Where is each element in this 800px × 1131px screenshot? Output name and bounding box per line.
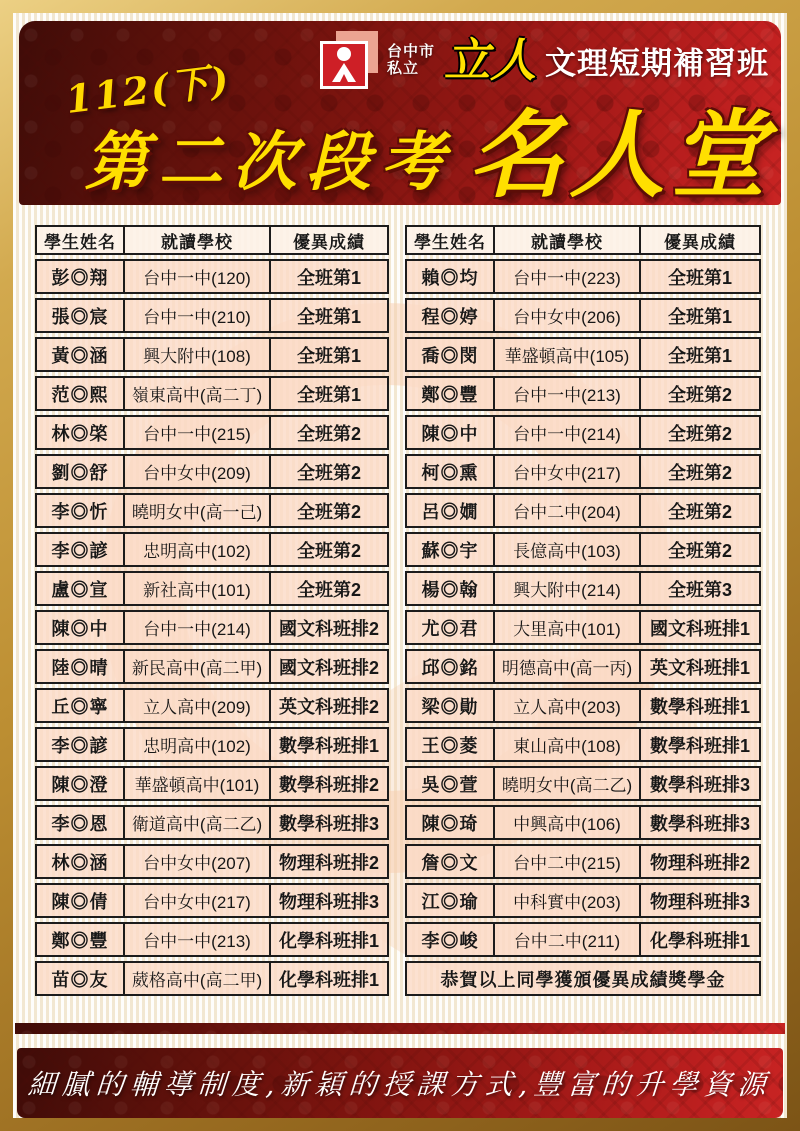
school-cell: 台中一中(210) — [125, 300, 271, 331]
result-cell: 英文科班排2 — [278, 696, 379, 717]
student-name-cell: 賴◎均 — [407, 261, 495, 292]
student-name-cell: 林◎涵 — [37, 846, 125, 877]
school-cell: 中興高中(106) — [495, 807, 641, 838]
result-cell: 數學科班排3 — [649, 774, 750, 795]
school-cell: 台中女中(217) — [125, 885, 271, 916]
result-cell: 數學科班排1 — [649, 735, 750, 756]
table-row — [405, 766, 761, 801]
school-cell: 華盛頓高中(105) — [495, 339, 641, 370]
student-name-cell: 陳◎中 — [37, 612, 125, 643]
column-header: 學生姓名 — [37, 227, 125, 253]
table-row — [405, 805, 761, 840]
header-band — [19, 21, 781, 211]
student-name-cell: 鄭◎豐 — [407, 378, 495, 409]
result-cell: 物理科班排2 — [278, 852, 379, 873]
result-cell: 國文科班排1 — [649, 618, 750, 639]
school-cell: 衛道高中(高二乙) — [125, 807, 271, 838]
result-cell: 全班第1 — [667, 345, 732, 366]
table-row — [405, 454, 761, 489]
result-cell: 全班第2 — [667, 423, 732, 444]
student-name-cell: 江◎瑜 — [407, 885, 495, 916]
student-name-cell: 吳◎萱 — [407, 768, 495, 799]
title-exam: 第二次段考 — [84, 125, 455, 200]
table-row — [35, 493, 389, 528]
school-cell: 明德高中(高一丙) — [495, 651, 641, 682]
school-cell: 曉明女中(高一己) — [125, 495, 271, 526]
result-cell: 國文科班排2 — [278, 657, 379, 678]
footer-band — [17, 1048, 783, 1118]
table-row — [405, 883, 761, 918]
table-row — [35, 649, 389, 684]
student-name-cell: 蘇◎宇 — [407, 534, 495, 565]
student-name-cell: 林◎棨 — [37, 417, 125, 448]
student-name-cell: 鄭◎豐 — [37, 924, 125, 955]
table-row — [405, 922, 761, 957]
result-cell: 全班第2 — [296, 579, 361, 600]
school-cell: 興大附中(214) — [495, 573, 641, 604]
result-cell: 數學科班排3 — [649, 813, 750, 834]
student-name-cell: 陳◎澄 — [37, 768, 125, 799]
student-name-cell: 張◎宸 — [37, 300, 125, 331]
student-name-cell: 李◎忻 — [37, 495, 125, 526]
result-cell: 全班第2 — [296, 462, 361, 483]
table-row — [35, 688, 389, 723]
school-cell: 曉明女中(高二乙) — [495, 768, 641, 799]
school-cell: 台中一中(214) — [495, 417, 641, 448]
table-row — [35, 298, 389, 333]
table-header-row — [405, 225, 761, 255]
student-name-cell: 劉◎舒 — [37, 456, 125, 487]
result-cell: 全班第2 — [667, 540, 732, 561]
table-row — [405, 259, 761, 294]
tables-area — [35, 225, 761, 996]
table-row — [35, 961, 389, 996]
result-cell: 化學科班排1 — [278, 930, 379, 951]
result-cell: 全班第3 — [667, 579, 732, 600]
result-cell: 全班第1 — [296, 345, 361, 366]
brand-city-line2: 私立 — [386, 60, 419, 77]
table-row — [35, 883, 389, 918]
school-cell: 忠明高中(102) — [125, 729, 271, 760]
term-label: 112(下) — [63, 57, 233, 122]
school-cell: 立人高中(209) — [125, 690, 271, 721]
school-cell: 大里高中(101) — [495, 612, 641, 643]
result-cell: 英文科班排1 — [649, 657, 750, 678]
result-cell: 化學科班排1 — [649, 930, 750, 951]
school-cell: 台中一中(214) — [125, 612, 271, 643]
brand — [320, 31, 769, 89]
student-name-cell: 陸◎晴 — [37, 651, 125, 682]
result-cell: 全班第2 — [667, 501, 732, 522]
table-row — [405, 376, 761, 411]
column-header: 就讀學校 — [125, 227, 271, 253]
table-row — [35, 415, 389, 450]
right-table — [405, 225, 761, 996]
table-row — [35, 259, 389, 294]
result-cell: 數學科班排2 — [278, 774, 379, 795]
table-row — [35, 571, 389, 606]
result-cell: 化學科班排1 — [278, 969, 379, 990]
school-cell: 東山高中(108) — [495, 729, 641, 760]
school-cell: 忠明高中(102) — [125, 534, 271, 565]
school-cell: 台中一中(215) — [125, 417, 271, 448]
student-name-cell: 梁◎勛 — [407, 690, 495, 721]
column-header: 優異成績 — [293, 232, 365, 252]
result-cell: 全班第2 — [667, 384, 732, 405]
school-cell: 立人高中(203) — [495, 690, 641, 721]
table-row — [405, 298, 761, 333]
school-cell: 華盛頓高中(101) — [125, 768, 271, 799]
table-row — [35, 610, 389, 645]
result-cell: 全班第1 — [296, 306, 361, 327]
school-cell: 台中女中(206) — [495, 300, 641, 331]
student-name-cell: 邱◎銘 — [407, 651, 495, 682]
student-name-cell: 李◎峻 — [407, 924, 495, 955]
student-name-cell: 程◎婷 — [407, 300, 495, 331]
school-cell: 台中女中(217) — [495, 456, 641, 487]
result-cell: 全班第1 — [667, 306, 732, 327]
brand-name: 立人 — [444, 33, 536, 87]
column-header: 學生姓名 — [407, 227, 495, 253]
table-row — [405, 571, 761, 606]
result-cell: 全班第1 — [296, 384, 361, 405]
congrats-row — [405, 961, 761, 996]
result-cell: 全班第1 — [667, 267, 732, 288]
school-cell: 台中二中(204) — [495, 495, 641, 526]
student-name-cell: 陳◎中 — [407, 417, 495, 448]
school-cell: 興大附中(108) — [125, 339, 271, 370]
main-title — [84, 100, 772, 211]
left-table — [35, 225, 389, 996]
table-row — [405, 493, 761, 528]
table-row — [35, 922, 389, 957]
student-name-cell: 呂◎嫺 — [407, 495, 495, 526]
school-cell: 新社高中(101) — [125, 573, 271, 604]
school-cell: 新民高中(高二甲) — [125, 651, 271, 682]
table-row — [35, 337, 389, 372]
brand-suffix: 文理短期補習班 — [545, 45, 769, 81]
student-name-cell: 喬◎閔 — [407, 339, 495, 370]
school-cell: 台中一中(120) — [125, 261, 271, 292]
table-row — [35, 805, 389, 840]
school-cell: 台中二中(215) — [495, 846, 641, 877]
school-logo — [320, 31, 378, 89]
result-cell: 物理科班排3 — [649, 891, 750, 912]
result-cell: 全班第2 — [667, 462, 732, 483]
student-name-cell: 苗◎友 — [37, 963, 125, 994]
result-cell: 數學科班排1 — [649, 696, 750, 717]
table-row — [405, 532, 761, 567]
school-cell: 葳格高中(高二甲) — [125, 963, 271, 994]
student-name-cell: 陳◎倩 — [37, 885, 125, 916]
table-row — [405, 649, 761, 684]
school-cell: 台中女中(209) — [125, 456, 271, 487]
result-cell: 全班第2 — [296, 501, 361, 522]
school-cell: 嶺東高中(高二丁) — [125, 378, 271, 409]
table-header-row — [35, 225, 389, 255]
table-row — [405, 610, 761, 645]
divider-band — [15, 1023, 785, 1034]
student-name-cell: 楊◎翰 — [407, 573, 495, 604]
logo-red-square-icon — [320, 41, 368, 89]
student-name-cell: 尤◎君 — [407, 612, 495, 643]
poster-inner — [13, 13, 787, 1118]
student-name-cell: 李◎諺 — [37, 729, 125, 760]
student-name-cell: 丘◎寧 — [37, 690, 125, 721]
table-row — [35, 766, 389, 801]
column-header: 就讀學校 — [495, 227, 641, 253]
table-row — [405, 415, 761, 450]
table-row — [35, 532, 389, 567]
student-name-cell: 詹◎文 — [407, 846, 495, 877]
table-row — [405, 727, 761, 762]
school-cell: 台中女中(207) — [125, 846, 271, 877]
title-hall: 名人堂 — [468, 100, 772, 211]
school-cell: 台中一中(223) — [495, 261, 641, 292]
student-name-cell: 陳◎琦 — [407, 807, 495, 838]
table-row — [405, 844, 761, 879]
column-header: 優異成績 — [664, 232, 736, 252]
result-cell: 全班第2 — [296, 540, 361, 561]
student-name-cell: 彭◎翔 — [37, 261, 125, 292]
student-name-cell: 王◎菱 — [407, 729, 495, 760]
result-cell: 國文科班排2 — [278, 618, 379, 639]
table-row — [35, 844, 389, 879]
student-name-cell: 范◎熙 — [37, 378, 125, 409]
student-name-cell: 李◎諺 — [37, 534, 125, 565]
school-cell: 長億高中(103) — [495, 534, 641, 565]
school-cell: 台中二中(211) — [495, 924, 641, 955]
result-cell: 數學科班排3 — [278, 813, 379, 834]
student-name-cell: 柯◎熏 — [407, 456, 495, 487]
result-cell: 全班第1 — [296, 267, 361, 288]
school-cell: 台中一中(213) — [495, 378, 641, 409]
tagline: 細膩的輔導制度,新穎的授課方式,豐富的升學資源 — [26, 1068, 773, 1101]
table-row — [35, 376, 389, 411]
result-cell: 數學科班排1 — [278, 735, 379, 756]
table-row — [35, 727, 389, 762]
student-name-cell: 李◎恩 — [37, 807, 125, 838]
table-row — [35, 454, 389, 489]
result-cell: 物理科班排2 — [649, 852, 750, 873]
brand-city — [387, 43, 435, 78]
school-cell: 台中一中(213) — [125, 924, 271, 955]
result-cell: 物理科班排3 — [278, 891, 379, 912]
result-cell: 全班第2 — [296, 423, 361, 444]
congrats-note: 恭賀以上同學獲頒優異成績獎學金 — [440, 969, 726, 990]
person-icon — [323, 44, 365, 86]
table-row — [405, 337, 761, 372]
school-cell: 中科實中(203) — [495, 885, 641, 916]
brand-city-line1: 台中市 — [386, 42, 435, 60]
student-name-cell: 黃◎涵 — [37, 339, 125, 370]
table-row — [405, 688, 761, 723]
student-name-cell: 盧◎宣 — [37, 573, 125, 604]
